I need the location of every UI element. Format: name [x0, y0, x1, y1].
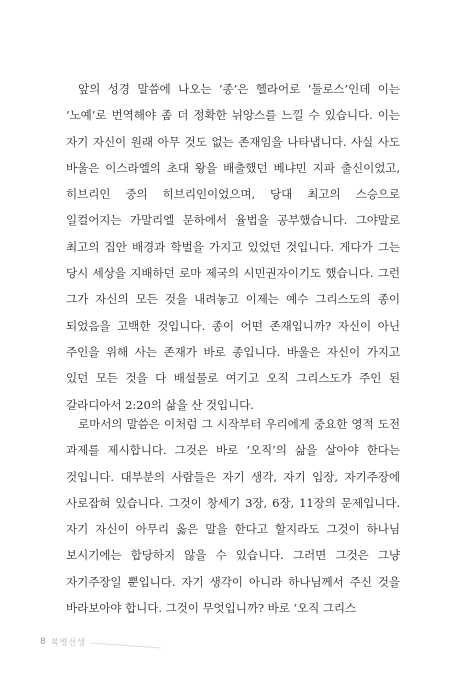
paragraph-2: 로마서의 말씀은 이처럼 그 시작부터 우리에게 중요한 영적 도전 과제를 제시합니다. 그것은 바로 ‘오직’의 삶을 살아야 한다는 것입니다. 대부분의 사람들은 자기 생각, 자기 입장, 자기주장에 사로잡혀 있습니다. 그것이 창세기 3장, 6장, 11장의 문제입니다. 자기 자신이 아무리 옳은 말을 한다고 할지라도 그것이 하나님 보시기에는 합당하지 않을 수 있습니다. 그러면 그것은 그냥 자기주장일 뿐입니다. 자기 생각이 아니라 하나님께서 주신 것을 바라보아야 합니다. 그것이 무엇입니까? 바로 ‘오직 그리스 [66, 417, 400, 616]
footer-rule [91, 642, 161, 648]
page-number: 8 [40, 637, 46, 647]
paragraph-1: 앞의 성경 말씀에 나오는 ‘종’은 헬라어로 ‘둘로스’인데 이는 ‘노예’로 번역해야 좀 더 정확한 뉘앙스를 느낄 수 있습니다. 이는 자기 자신이 원래 아무 것도 없는 존재임을 나타냅니다. 사실 사도 바울은 이스라엘의 초대 왕을 배출했던 베냐민 지파 출신이었고, 히브리인 중의 히브리인이었으며, 당대 최고의 스승으로 일컬어지는 가말리엘 문하에서 율법을 공부했습니다. 그야말로 최고의 집안 배경과 학벌을 가지고 있었던 것입니다. 게다가 그는 당시 세상을 지배하던 로마 제국의 시민권자이기도 했습니다. 그런 그가 자신의 모든 것을 내려놓고 이제는 예수 그리스도의 종이 되었음을 고백한 것입니다. 종이 어떤 존재입니까? 자신이 아닌 주인을 위해 사는 존재가 바로 종입니다. 바울은 자신이 가지고 있던 모든 것을 다 배설물로 여기고 오직 그리스도가 주인 된 갈라디아서 2:20의 삶을 산 것입니다. [66, 82, 400, 412]
running-title: 복병선생 [50, 638, 86, 648]
page-footer [40, 636, 161, 648]
